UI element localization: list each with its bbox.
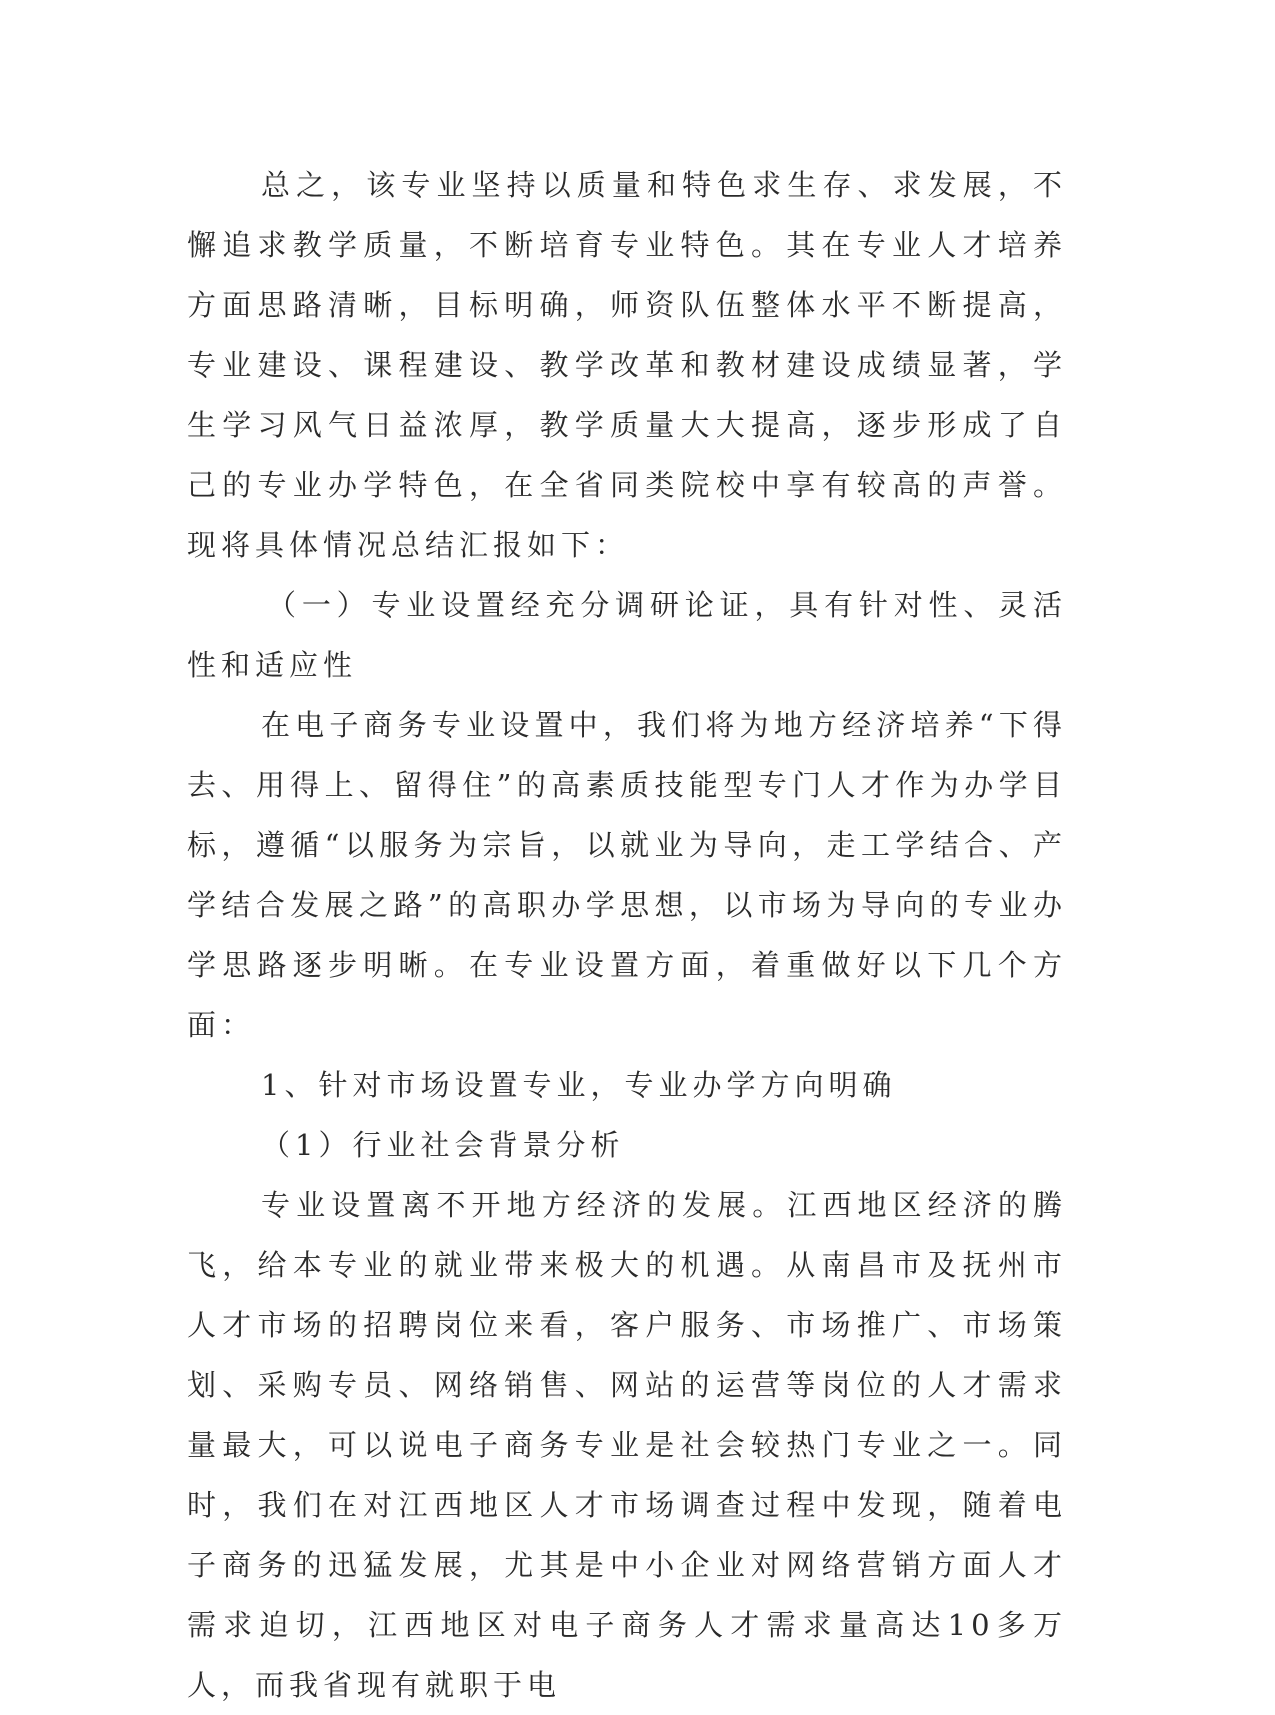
subheading-industry-background: （1）行业社会背景分析 — [261, 1128, 625, 1162]
paragraph-summary: 总之，该专业坚持以质量和特色求生存、求发展，不懈追求教学质量，不断培育专业特色。其在专业人才培养方面思路清晰，目标明确，师资队伍整体水平不断提高，专业建设、课程建设、教学改革和教材建设成绩显著，学生学习风气日益浓厚，教学质量大大提高，逐步形成了自己的专业办学特色，在全省同类院校中享有较高的声誉。现将具体情况总结汇报如下： — [187, 168, 1067, 562]
paragraph-industry-analysis: 专业设置离不开地方经济的发展。江西地区经济的腾飞，给本专业的就业带来极大的机遇。从南昌市及抚州市人才市场的招聘岗位来看，客户服务、市场推广、市场策划、采购专员、网络销售、网站的运营等岗位的人才需求量最大，可以说电子商务专业是社会较热门专业之一。同时，我们在对江西地区人才市场调查过程中发现，随着电子商务的迅猛发展，尤其是中小企业对网络营销方面人才需求迫切，江西地区对电子商务人才需求量高达10多万人，而我省现有就职于电 — [187, 1188, 1067, 1702]
document-body — [187, 155, 1067, 1715]
paragraph-specialty-setting: 在电子商务专业设置中，我们将为地方经济培养“下得去、用得上、留得住”的高素质技能型专门人才作为办学目标，遵循“以服务为宗旨，以就业为导向，走工学结合、产学结合发展之路”的高职办学思想，以市场为导向的专业办学思路逐步明晰。在专业设置方面，着重做好以下几个方面： — [187, 708, 1067, 1042]
section-heading: （一）专业设置经充分调研论证，具有针对性、灵活性和适应性 — [187, 588, 1067, 682]
subheading-market-orientation: 1、针对市场设置专业，专业办学方向明确 — [261, 1068, 897, 1102]
